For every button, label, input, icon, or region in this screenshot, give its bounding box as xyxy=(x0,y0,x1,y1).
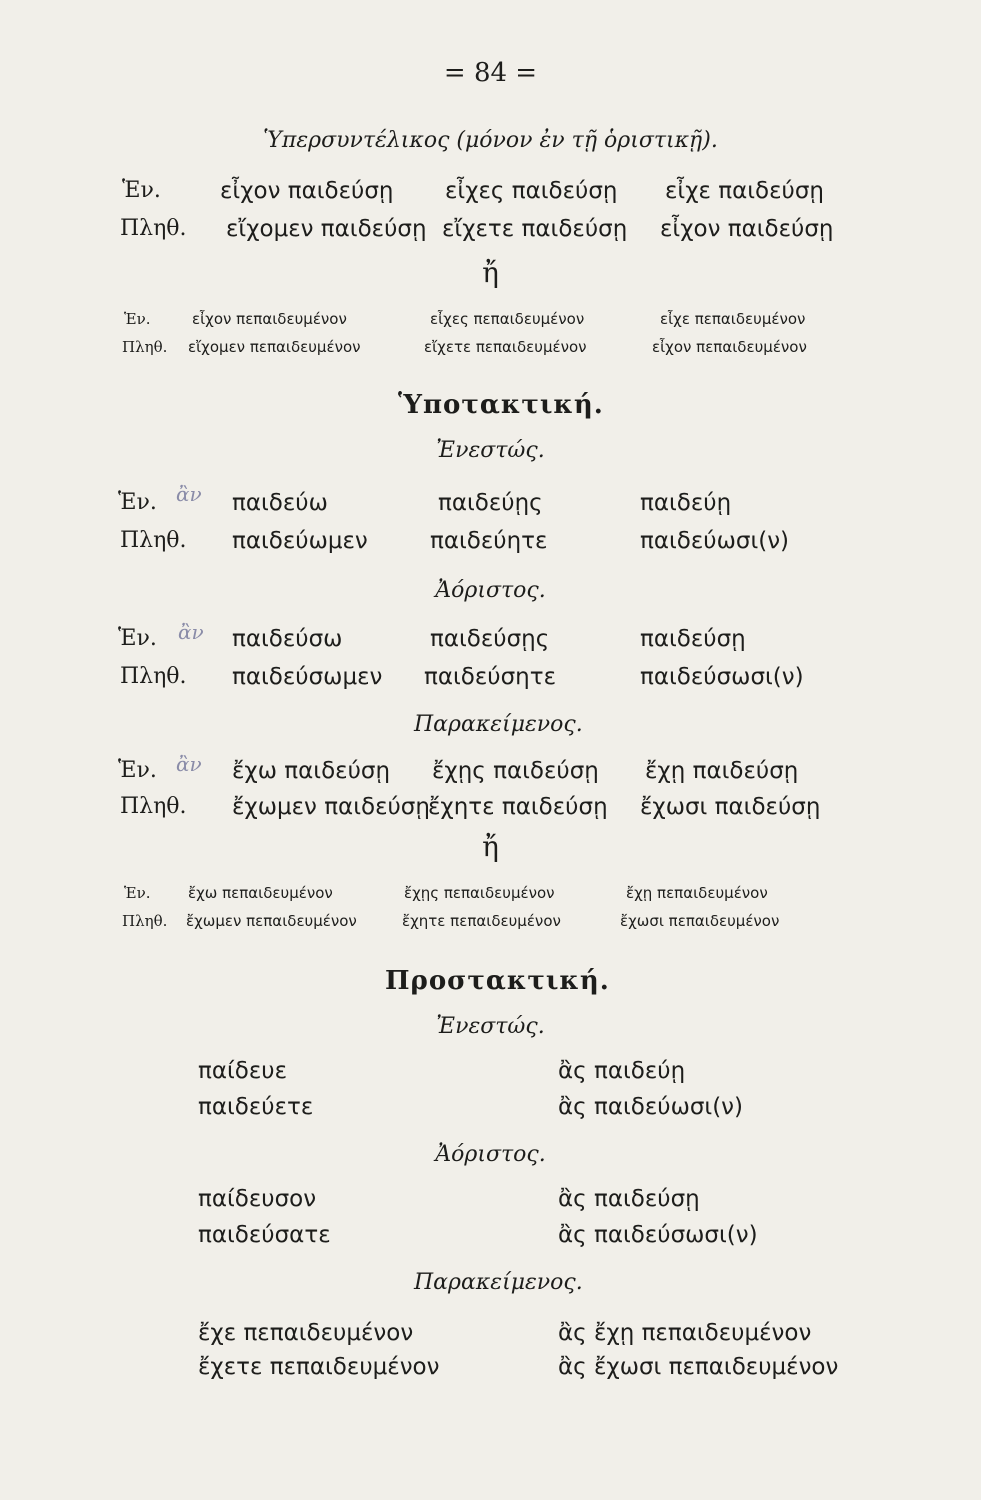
form-cell: παιδεύῃ xyxy=(640,490,732,516)
form-cell: ἔχωμεν παιδεύσῃ xyxy=(232,794,430,820)
heading-perfect: Παρακείμενος. xyxy=(414,1270,583,1295)
form-cell: ἔχῃς πεπαιδευμένον xyxy=(404,884,555,902)
singular-label: Ἑν. xyxy=(124,310,151,328)
form-cell: εἶχον πεπαιδευμένον xyxy=(652,338,807,356)
form-cell: ἔχωσι παιδεύσῃ xyxy=(640,794,821,820)
form-cell: εἴχομεν πεπαιδευμένον xyxy=(188,338,361,356)
form-cell: παιδεύσωσι(ν) xyxy=(640,664,804,690)
form-cell: παιδεύῃς xyxy=(438,490,543,516)
form-cell: παιδεύωμεν xyxy=(232,528,368,554)
form-cell: ἔχητε παιδεύσῃ xyxy=(428,794,608,820)
heading-aorist: Ἀόριστος. xyxy=(435,578,546,603)
heading-pluperfect: Ὑπερσυντέλικος (μόνον ἐν τῇ ὁριστικῇ). xyxy=(263,128,718,153)
form-cell: παίδευε xyxy=(198,1058,288,1084)
singular-label: Ἑν. xyxy=(124,884,151,902)
handwritten-annotation: ἂν xyxy=(176,482,202,506)
plural-label: Πληθ. xyxy=(122,912,168,930)
form-cell: παιδεύσωμεν xyxy=(232,664,383,690)
plural-label: Πληθ. xyxy=(120,216,187,241)
plural-label: Πληθ. xyxy=(120,664,187,689)
form-cell: ἂς παιδεύσωσι(ν) xyxy=(558,1222,758,1248)
form-cell: ἔχῃ παιδεύσῃ xyxy=(645,758,799,784)
form-cell: ἔχητε πεπαιδευμένον xyxy=(402,912,561,930)
form-cell: παιδεύω xyxy=(232,490,328,516)
heading-present: Ἐνεστώς. xyxy=(436,438,545,463)
section-title-subjunctive: Ὑποτακτική. xyxy=(398,390,604,420)
plural-label: Πληθ. xyxy=(120,528,187,553)
form-cell: ἂς ἔχῃ πεπαιδευμένον xyxy=(558,1320,812,1346)
heading-aorist: Ἀόριστος. xyxy=(435,1142,546,1167)
form-cell: εἴχετε παιδεύσῃ xyxy=(442,216,628,242)
singular-label: Ἑν. xyxy=(122,178,161,203)
form-cell: ἂς ἔχωσι πεπαιδευμένον xyxy=(558,1354,839,1380)
singular-label: Ἑν. xyxy=(118,626,157,651)
or-word: ἤ xyxy=(482,830,499,863)
page-number: = 84 = xyxy=(443,58,538,88)
form-cell: ἂς παιδεύῃ xyxy=(558,1058,686,1084)
form-cell: παιδεύωσι(ν) xyxy=(640,528,790,554)
form-cell: εἴχομεν παιδεύσῃ xyxy=(226,216,427,242)
form-cell: ἂς παιδεύωσι(ν) xyxy=(558,1094,743,1120)
form-cell: ἔχω πεπαιδευμένον xyxy=(188,884,333,902)
form-cell: εἶχον παιδεύσῃ xyxy=(220,178,394,204)
singular-label: Ἑν. xyxy=(118,758,157,783)
form-cell: ἔχωσι πεπαιδευμένον xyxy=(620,912,780,930)
form-cell: ἔχῃ πεπαιδευμένον xyxy=(626,884,768,902)
form-cell: ἔχω παιδεύσῃ xyxy=(232,758,391,784)
form-cell: εἶχον παιδεύσῃ xyxy=(660,216,834,242)
heading-present: Ἐνεστώς. xyxy=(436,1014,545,1039)
plural-label: Πληθ. xyxy=(120,794,187,819)
form-cell: εἶχε παιδεύσῃ xyxy=(665,178,825,204)
singular-label: Ἑν. xyxy=(118,490,157,515)
form-cell: εἶχον πεπαιδευμένον xyxy=(192,310,347,328)
form-cell: παιδεύσατε xyxy=(198,1222,331,1248)
or-word: ἤ xyxy=(482,256,499,289)
form-cell: παιδεύετε xyxy=(198,1094,314,1120)
form-cell: εἶχες παιδεύσῃ xyxy=(445,178,618,204)
form-cell: ἂς παιδεύσῃ xyxy=(558,1186,700,1212)
handwritten-annotation: ἂν xyxy=(176,752,202,776)
form-cell: παιδεύσω xyxy=(232,626,343,652)
heading-perfect: Παρακείμενος. xyxy=(414,712,583,737)
form-cell: ἔχε πεπαιδευμένον xyxy=(198,1320,414,1346)
form-cell: εἶχες πεπαιδευμένον xyxy=(430,310,585,328)
form-cell: εἶχε πεπαιδευμένον xyxy=(660,310,806,328)
form-cell: ἔχετε πεπαιδευμένον xyxy=(198,1354,440,1380)
plural-label: Πληθ. xyxy=(122,338,168,356)
handwritten-annotation: ἂν xyxy=(178,620,204,644)
form-cell: παίδευσον xyxy=(198,1186,317,1212)
form-cell: ἔχωμεν πεπαιδευμένον xyxy=(186,912,357,930)
form-cell: παιδεύσῃς xyxy=(430,626,550,652)
form-cell: εἴχετε πεπαιδευμένον xyxy=(424,338,587,356)
section-title-imperative: Προστακτική. xyxy=(385,966,610,996)
form-cell: παιδεύητε xyxy=(430,528,548,554)
form-cell: ἔχῃς παιδεύσῃ xyxy=(432,758,599,784)
form-cell: παιδεύσῃ xyxy=(640,626,746,652)
form-cell: παιδεύσητε xyxy=(424,664,557,690)
